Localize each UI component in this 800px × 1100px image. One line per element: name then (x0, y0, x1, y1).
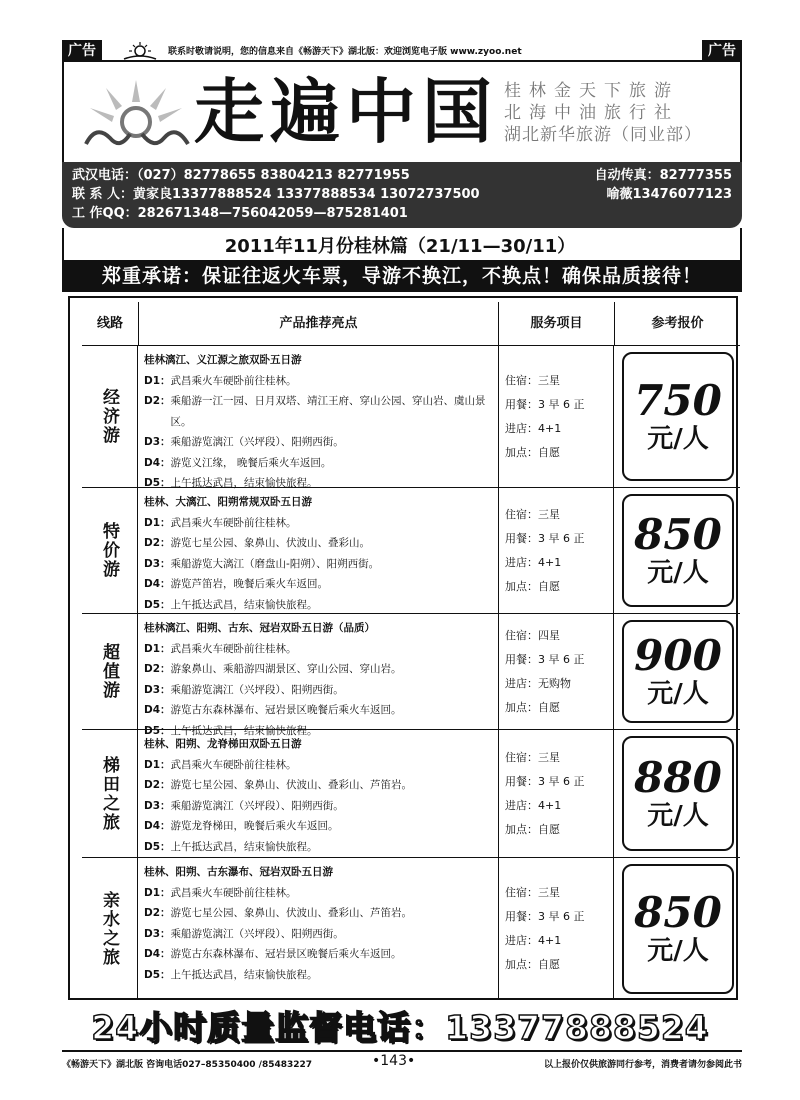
day-text: 乘船游览漓江（兴坪段）、阳朔西街。 (170, 799, 344, 812)
day-text: 上午抵达武昌，结束愉快旅程。 (170, 840, 318, 853)
price-unit: 元/人 (647, 557, 709, 588)
itinerary-day (144, 903, 494, 924)
itinerary-day (144, 533, 494, 554)
route-name: 超值游 (99, 643, 119, 700)
route-name: 亲水之旅 (99, 891, 119, 967)
day-label: D1： (144, 886, 171, 899)
day-text: 游览义江缘， 晚餐后乘火车返回。 (170, 456, 332, 469)
price-box (622, 864, 734, 994)
day-label: D3： (144, 683, 171, 696)
day-text: 乘船游览大漓江（磨盘山-阳朔）、阳朔西街。 (170, 557, 380, 570)
itinerary-day (144, 837, 494, 858)
itinerary-title: 桂林、阳朔、古东瀑布、冠岩双卧五日游 (144, 866, 333, 878)
day-text: 武昌乘火车硬卧前往桂林。 (170, 374, 297, 387)
itinerary-day (144, 554, 494, 575)
price-box (622, 736, 734, 851)
day-text: 上午抵达武昌，结束愉快旅程。 (170, 968, 318, 981)
day-label: D2： (144, 907, 171, 919)
brand-banner (62, 62, 742, 162)
service-item: 用餐：3 早 6 正 (505, 397, 585, 411)
day-text: 游览七星公园、象鼻山、伏波山、叠彩山、芦笛岩。 (170, 907, 413, 919)
itinerary-day (144, 755, 494, 776)
itinerary-day (144, 595, 494, 616)
price-unit: 元/人 (647, 678, 709, 709)
service-item: 加点：自愿 (505, 579, 560, 593)
itinerary-day (144, 639, 494, 660)
day-label: D3： (144, 557, 171, 570)
price-box (622, 620, 734, 723)
agency-list (504, 80, 740, 146)
service-item: 住宿：三星 (505, 373, 560, 387)
route-name-cell (82, 730, 138, 857)
day-label: D1： (144, 758, 171, 771)
route-name: 经济游 (99, 388, 119, 445)
day-label: D4： (144, 704, 171, 716)
day-text: 武昌乘火车硬卧前往桂林。 (170, 516, 297, 529)
route-name-cell (82, 858, 138, 1000)
price-value: 850 (634, 888, 722, 937)
day-text: 游览古东森林瀑布、冠岩景区晚餐后乘火车返回。 (170, 704, 402, 716)
itinerary-day (144, 700, 494, 721)
ad-tag-right: 广告 (702, 40, 742, 62)
day-label: D5： (144, 840, 171, 853)
price-unit: 元/人 (647, 936, 709, 966)
day-text: 乘船游览漓江（兴坪段）、阳朔西街。 (170, 683, 344, 696)
price-unit: 元/人 (647, 423, 709, 454)
service-item: 用餐：3 早 6 正 (505, 531, 585, 545)
itinerary-day (144, 775, 494, 796)
service-item: 住宿：三星 (505, 886, 560, 899)
route-name-cell (82, 488, 138, 613)
month-title: 2011年11月份桂林篇（21/11—30/11） (224, 236, 576, 257)
route-name-cell (82, 614, 138, 729)
itinerary-day (144, 796, 494, 817)
price-box (622, 352, 734, 481)
service-item: 进店：无购物 (505, 676, 571, 690)
day-label: D2： (144, 537, 171, 549)
service-items (498, 346, 614, 487)
day-text: 上午抵达武昌，结束愉快旅程。 (170, 724, 318, 737)
route-table (68, 296, 738, 1000)
quality-hotline: 24小时质量监督电话：13377888524 (91, 1008, 709, 1047)
itinerary-title: 桂林、阳朔、龙脊梯田双卧五日游 (144, 738, 302, 750)
service-items (498, 614, 614, 729)
header-highlights: 产品推荐亮点 (138, 302, 498, 346)
contact-box (62, 162, 742, 228)
service-item: 进店：4+1 (505, 421, 562, 435)
day-label: D2： (144, 779, 171, 791)
day-label: D4： (144, 948, 171, 960)
service-item: 进店：4+1 (505, 934, 562, 947)
itinerary-day (144, 371, 494, 392)
page-number: •143• (372, 1053, 416, 1069)
agency-name: 湖北新华旅游（同业部） (504, 125, 702, 145)
day-text: 上午抵达武昌，结束愉快旅程。 (170, 598, 318, 611)
header-service: 服务项目 (498, 302, 614, 346)
service-items (498, 730, 614, 857)
contact-person-line: 联 系 人：黄家良13377888524 13377888534 13072737500 (72, 187, 480, 202)
contact-notice: 联系时敬请说明，您的信息来自《畅游天下》湖北版：欢迎浏览电子版 www.zyoo.net (168, 47, 522, 57)
day-label: D1： (144, 642, 171, 655)
service-item: 进店：4+1 (505, 798, 562, 812)
day-label: D4： (144, 820, 171, 832)
day-label: D3： (144, 927, 171, 940)
service-item: 住宿：三星 (505, 507, 560, 521)
route-row (82, 730, 740, 858)
service-item: 用餐：3 早 6 正 (505, 774, 585, 788)
ad-tag-left: 广告 (62, 40, 102, 62)
day-label: D5： (144, 968, 171, 981)
itinerary-day (144, 924, 494, 945)
day-text: 武昌乘火车硬卧前往桂林。 (170, 642, 297, 655)
day-label: D5： (144, 477, 171, 489)
itinerary-day (144, 816, 494, 837)
top-ad-bar (62, 40, 742, 62)
header-route: 线路 (96, 316, 123, 331)
qq-line: 工 作QQ：282671348—756042059—875281401 (72, 206, 408, 221)
route-row (82, 614, 740, 737)
route-itinerary (144, 862, 494, 985)
itinerary-day (144, 944, 494, 965)
service-items (498, 858, 614, 1000)
service-item: 加点：自愿 (505, 700, 560, 714)
day-label: D3： (144, 436, 171, 448)
price-value: 850 (634, 509, 722, 559)
price-value: 750 (634, 375, 722, 425)
agency-name: 桂林金天下旅游 (504, 81, 679, 101)
itinerary-day (144, 391, 494, 432)
itinerary-title: 桂林、大漓江、阳朔常规双卧五日游 (144, 496, 312, 508)
itinerary-title: 桂林漓江、义江源之旅双卧五日游 (144, 354, 302, 366)
agency-name: 北海中油旅行社 (504, 103, 679, 123)
day-label: D1： (144, 374, 171, 387)
day-label: D5： (144, 598, 171, 611)
table-header (82, 302, 740, 346)
service-item: 住宿：四星 (505, 628, 560, 642)
route-itinerary (144, 618, 494, 741)
day-label: D2： (144, 663, 171, 675)
itinerary-day (144, 883, 494, 904)
day-text: 武昌乘火车硬卧前往桂林。 (170, 758, 297, 771)
day-text: 游览芦笛岩，晚餐后乘火车返回。 (170, 578, 329, 590)
service-item: 加点：自愿 (505, 445, 560, 459)
price-value: 880 (634, 752, 722, 802)
route-row (82, 858, 740, 1000)
route-name: 梯田之旅 (99, 755, 119, 832)
day-label: D4： (144, 456, 171, 469)
service-item: 加点：自愿 (505, 958, 560, 971)
day-label: D1： (144, 516, 171, 529)
route-itinerary (144, 350, 494, 494)
service-item: 用餐：3 早 6 正 (505, 910, 585, 923)
footer-publication: 《畅游天下》湖北版 咨询电话027–85350400 /85483227 (62, 1060, 313, 1070)
itinerary-day (144, 574, 494, 595)
phone-line: 武汉电话：（027）82778655 83804213 82771955 (72, 168, 410, 183)
service-item: 加点：自愿 (505, 822, 560, 836)
day-text: 乘船游一江一园、日月双塔、靖江王府、穿山公园、穿山岩、虞山景区。 (170, 395, 486, 428)
itinerary-day (144, 965, 494, 986)
publication-logo-icon (120, 41, 160, 61)
price-value: 900 (634, 630, 722, 680)
day-label: D2： (144, 395, 171, 407)
day-text: 乘船游览漓江（兴坪段）、阳朔西街。 (170, 436, 344, 448)
fax-line: 自动传真：82777355 (594, 168, 732, 183)
price-box (622, 494, 734, 607)
service-item: 进店：4+1 (505, 555, 562, 569)
sun-logo-icon (76, 72, 196, 154)
footer-disclaimer: 以上报价仅供旅游同行参考，消费者请勿参阅此书 (543, 1060, 742, 1070)
day-text: 游览古东森林瀑布、冠岩景区晚餐后乘火车返回。 (170, 948, 402, 960)
route-name: 特价游 (99, 522, 119, 579)
route-row (82, 488, 740, 614)
itinerary-day (144, 513, 494, 534)
day-text: 武昌乘火车硬卧前往桂林。 (170, 886, 297, 899)
service-items (498, 488, 614, 613)
day-label: D4： (144, 578, 171, 590)
promise-banner: 郑重承诺：保证往返火车票，导游不换江，不换点！确保品质接待！ (62, 260, 742, 292)
contact-person-2: 喻薇13476077123 (606, 187, 732, 202)
service-item: 住宿：三星 (505, 750, 560, 764)
itinerary-day (144, 453, 494, 474)
itinerary-day (144, 680, 494, 701)
route-itinerary (144, 492, 494, 615)
day-text: 游览七星公园、象鼻山、伏波山、叠彩山、芦笛岩。 (170, 779, 413, 791)
day-text: 上午抵达武昌，结束愉快旅程。 (170, 477, 318, 489)
route-name-cell (82, 346, 138, 487)
day-text: 乘船游览漓江（兴坪段）、阳朔西街。 (170, 927, 344, 940)
itinerary-day (144, 432, 494, 453)
day-text: 游览七星公园、象鼻山、伏波山、叠彩山。 (170, 537, 371, 549)
header-price: 参考报价 (614, 302, 740, 346)
brand-title: 走遍中国 (194, 70, 498, 153)
day-text: 游象鼻山、乘船游四湖景区、穿山公园、穿山岩。 (170, 663, 402, 675)
itinerary-day (144, 659, 494, 680)
page-footer (62, 1050, 742, 1072)
route-itinerary (144, 734, 494, 857)
day-label: D5： (144, 724, 171, 737)
day-label: D3： (144, 799, 171, 812)
price-unit: 元/人 (647, 800, 709, 831)
day-text: 游览龙脊梯田，晚餐后乘火车返回。 (170, 820, 339, 832)
itinerary-title: 桂林漓江、阳朔、古东、冠岩双卧五日游（品质） (144, 622, 375, 634)
route-row (82, 346, 740, 488)
service-item: 用餐：3 早 6 正 (505, 652, 585, 666)
